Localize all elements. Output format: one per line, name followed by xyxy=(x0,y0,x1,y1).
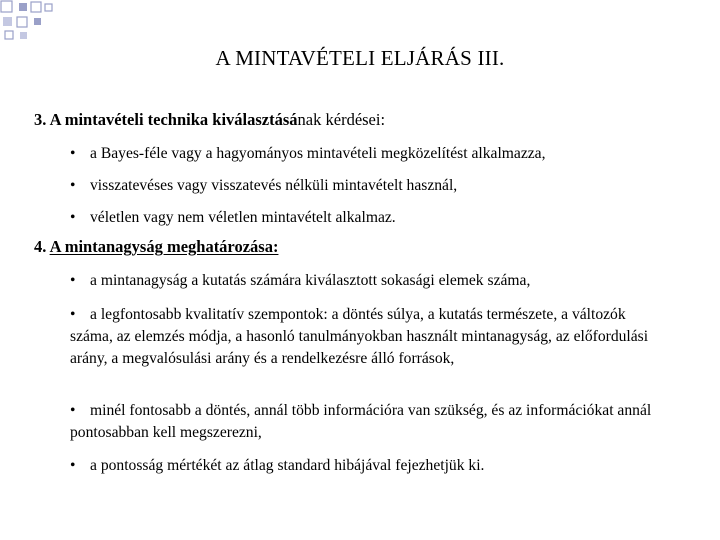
section4-bullet-2 xyxy=(70,304,670,370)
bullet-glyph: • xyxy=(70,306,76,323)
section4-bullet-2-text: a legfontosabb kvalitatív szempontok: a döntés súlya, a kutatás természete, a változók száma, az elemzés módja, a hasonló tanulmányokban használt mintanagyság, az előfordulási arány, a megvalósulási arány és a rendelkezésre álló források, xyxy=(70,306,649,367)
deco-square xyxy=(34,18,41,25)
section3-heading-regular: nak kérdései: xyxy=(297,110,386,129)
section4-heading-underlined: A mintanagyság meghatározása: xyxy=(49,237,279,256)
section4-heading-number: 4. xyxy=(34,237,50,256)
deco-square xyxy=(1,1,12,12)
bullet-glyph: • xyxy=(70,145,76,162)
deco-square xyxy=(19,3,27,11)
section3-heading xyxy=(34,110,385,130)
deco-square xyxy=(31,2,41,12)
section3-bullet-3 xyxy=(70,207,670,229)
bullet-glyph: • xyxy=(70,402,76,419)
deco-square xyxy=(45,4,52,11)
bullet-glyph: • xyxy=(70,272,76,289)
section4-bullet-4-text: a pontosság mértékét az átlag standard hibájával fejezhetjük ki. xyxy=(90,457,485,474)
section3-bullet-1 xyxy=(70,143,670,165)
section4-heading xyxy=(34,237,278,257)
section3-heading-bold: 3. A mintavételi technika kiválasztásá xyxy=(34,110,298,129)
deco-square xyxy=(5,31,13,39)
section4-bullet-1 xyxy=(70,270,670,292)
deco-square xyxy=(3,17,12,26)
bullet-glyph: • xyxy=(70,457,76,474)
deco-square xyxy=(20,32,27,39)
section3-bullet-2 xyxy=(70,175,670,197)
deco-square xyxy=(17,17,27,27)
section3-bullet-3-text: véletlen vagy nem véletlen mintavételt alkalmaz. xyxy=(90,209,396,226)
bullet-glyph: • xyxy=(70,177,76,194)
corner-decoration xyxy=(0,0,60,44)
section4-bullet-3-text: minél fontosabb a döntés, annál több információra van szükség, és az információkat annál pontosabban kell megszerezni, xyxy=(70,402,652,441)
slide-title: A MINTAVÉTELI ELJÁRÁS III. xyxy=(215,46,505,70)
section4-bullet-3 xyxy=(70,400,670,444)
bullet-glyph: • xyxy=(70,209,76,226)
section4-bullet-4 xyxy=(70,455,670,477)
section4-bullet-1-text: a mintanagyság a kutatás számára kiválasztott sokasági elemek száma, xyxy=(90,272,531,289)
section3-bullet-1-text: a Bayes-féle vagy a hagyományos mintavételi megközelítést alkalmazza, xyxy=(90,145,546,162)
section3-bullet-2-text: visszatevéses vagy visszatevés nélküli mintavételt használ, xyxy=(90,177,458,194)
